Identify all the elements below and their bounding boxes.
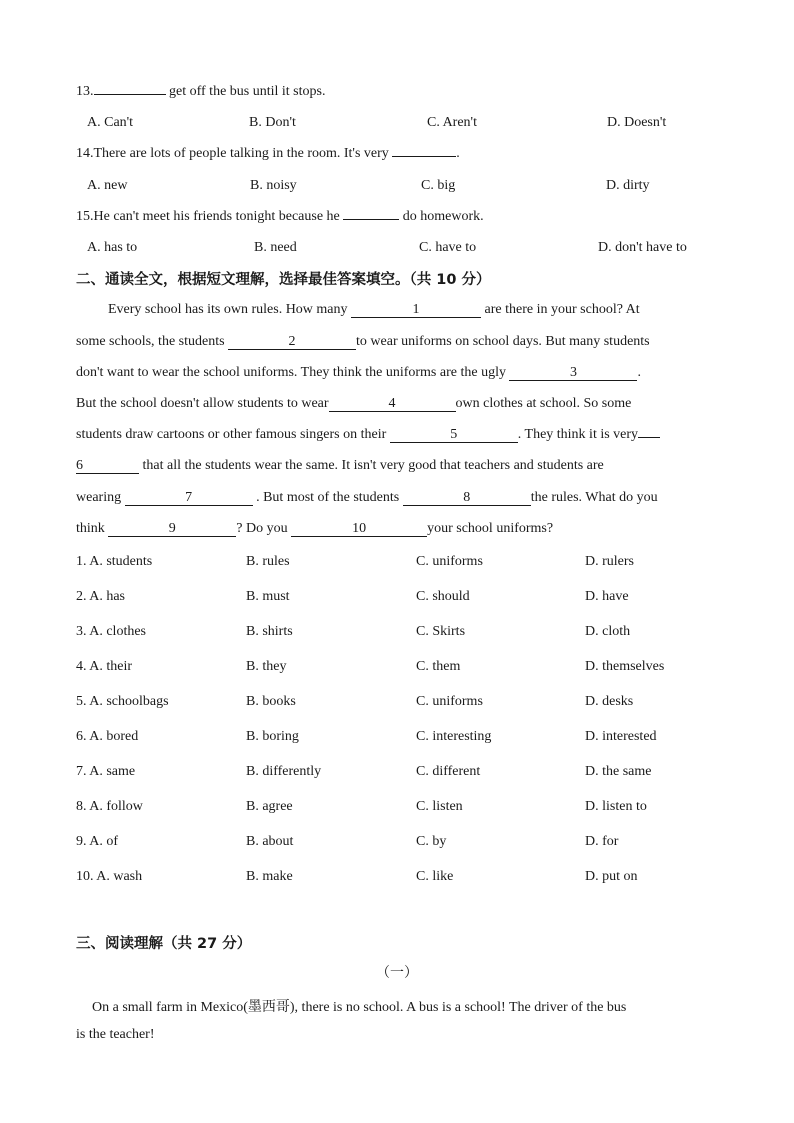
cloze-q7-option-d[interactable]: D. the same — [585, 764, 652, 779]
cloze-q4-option-c[interactable]: C. them — [416, 659, 461, 674]
cloze-q1-option-c[interactable]: C. uniforms — [416, 554, 483, 569]
option-d[interactable]: D. dirty — [606, 178, 650, 193]
question-text: 14.There are lots of people talking in the room. It's very — [76, 146, 393, 161]
cloze-q5-option-d[interactable]: D. desks — [585, 694, 634, 709]
cloze-q1-option-a[interactable]: 1. A. students — [76, 554, 153, 569]
question-text: get off the bus until it stops. — [165, 84, 326, 99]
option-c[interactable]: C. Aren't — [427, 115, 477, 130]
cloze-q2-option-c[interactable]: C. should — [416, 589, 470, 604]
cloze-q3-option-b[interactable]: B. shirts — [246, 624, 293, 639]
passage-line-2 — [76, 334, 726, 350]
option-b[interactable]: B. noisy — [250, 178, 297, 193]
question-end: . — [456, 146, 460, 161]
cloze-q5-option-a[interactable]: 5. A. schoolbags — [76, 694, 169, 709]
cloze-q7-option-b[interactable]: B. differently — [246, 764, 322, 779]
answer-blank[interactable] — [343, 219, 399, 220]
reading-passage-line-2: is the teacher! — [76, 1027, 155, 1042]
section-heading: 二、通读全文，根据短文理解，选择最佳答案填空。（共 10 分） — [76, 272, 491, 288]
cloze-q9-option-d[interactable]: D. for — [585, 834, 619, 849]
cloze-q2-option-a[interactable]: 2. A. has — [76, 589, 125, 604]
cloze-q5-option-c[interactable]: C. uniforms — [416, 694, 483, 709]
question-number: 13. — [76, 84, 94, 99]
answer-blank[interactable] — [94, 94, 166, 95]
reading-passage-line-1: On a small farm in Mexico(墨西哥), there is no school. A bus is a school! The driver of the bus — [92, 1000, 627, 1015]
cloze-q7-option-c[interactable]: C. different — [416, 764, 481, 779]
cloze-q6-option-d[interactable]: D. interested — [585, 729, 657, 744]
cloze-blank-2[interactable]: 2 — [228, 335, 356, 350]
cloze-q8-option-d[interactable]: D. listen to — [585, 799, 647, 814]
option-a[interactable]: A. Can't — [87, 115, 134, 130]
section-heading: 三、阅读理解（共 27 分） — [76, 936, 252, 952]
cloze-q6-option-a[interactable]: 6. A. bored — [76, 729, 139, 744]
passage-line-3 — [76, 365, 726, 381]
option-b[interactable]: B. Don't — [249, 115, 296, 130]
passage-line-1 — [108, 302, 758, 318]
cloze-q4-option-b[interactable]: B. they — [246, 659, 287, 674]
cloze-q3-option-a[interactable]: 3. A. clothes — [76, 624, 146, 639]
question-13 — [76, 84, 325, 100]
cloze-q1-option-d[interactable]: D. rulers — [585, 554, 634, 569]
passage-text: to wear uniforms on school days. But many students — [356, 334, 650, 349]
cloze-q6-option-b[interactable]: B. boring — [246, 729, 299, 744]
option-a[interactable]: A. new — [87, 178, 128, 193]
cloze-q10-option-a[interactable]: 10. A. wash — [76, 869, 143, 884]
passage-line-6 — [76, 458, 726, 474]
passage-text: own clothes at school. So some — [455, 396, 632, 411]
cloze-q4-option-d[interactable]: D. themselves — [585, 659, 665, 674]
cloze-q2-option-d[interactable]: D. have — [585, 589, 629, 604]
passage-line-7 — [76, 490, 726, 506]
subsection-number: （一） — [376, 966, 418, 981]
passage-text: students draw cartoons or other famous singers on their — [76, 427, 390, 442]
passage-text: ? Do you — [236, 521, 292, 536]
option-a[interactable]: A. has to — [87, 240, 138, 255]
question-15 — [76, 209, 484, 225]
passage-text: don't want to wear the school uniforms. They think the uniforms are the ugly — [76, 365, 510, 380]
answer-blank[interactable] — [392, 156, 456, 157]
cloze-q8-option-c[interactable]: C. listen — [416, 799, 463, 814]
passage-text: are there in your school? At — [481, 302, 640, 317]
question-text: 15.He can't meet his friends tonight because he — [76, 209, 344, 224]
option-d[interactable]: D. don't have to — [598, 240, 687, 255]
passage-text: But the school doesn't allow students to wear — [76, 396, 329, 411]
option-c[interactable]: C. have to — [419, 240, 477, 255]
cloze-q7-option-a[interactable]: 7. A. same — [76, 764, 136, 779]
cloze-q9-option-a[interactable]: 9. A. of — [76, 834, 118, 849]
cloze-blank-9[interactable]: 9 — [108, 522, 236, 537]
cloze-blank-1[interactable]: 1 — [351, 303, 481, 318]
option-b[interactable]: B. need — [254, 240, 297, 255]
cloze-q9-option-c[interactable]: C. by — [416, 834, 447, 849]
cloze-q5-option-b[interactable]: B. books — [246, 694, 296, 709]
cloze-blank-8[interactable]: 8 — [403, 491, 531, 506]
option-d[interactable]: D. Doesn't — [607, 115, 667, 130]
cloze-blank-5[interactable]: 5 — [390, 428, 518, 443]
cloze-q9-option-b[interactable]: B. about — [246, 834, 294, 849]
passage-text: that all the students wear the same. It isn't very good that teachers and students are — [139, 458, 604, 473]
cloze-blank-6-start — [638, 437, 660, 438]
cloze-blank-6[interactable]: 6 — [76, 459, 139, 474]
cloze-q8-option-a[interactable]: 8. A. follow — [76, 799, 143, 814]
cloze-q3-option-d[interactable]: D. cloth — [585, 624, 631, 639]
question-14 — [76, 146, 460, 162]
question-end: do homework. — [399, 209, 484, 224]
passage-text: wearing — [76, 490, 125, 505]
cloze-q6-option-c[interactable]: C. interesting — [416, 729, 492, 744]
option-c[interactable]: C. big — [421, 178, 456, 193]
cloze-blank-4[interactable]: 4 — [329, 397, 456, 412]
passage-text: . — [637, 365, 641, 380]
passage-line-4 — [76, 396, 726, 412]
cloze-q10-option-b[interactable]: B. make — [246, 869, 293, 884]
passage-text: . But most of the students — [252, 490, 403, 505]
passage-line-5 — [76, 427, 726, 443]
passage-text: think — [76, 521, 109, 536]
passage-text: some schools, the students — [76, 334, 229, 349]
passage-text: your school uniforms? — [427, 521, 554, 536]
passage-text: Every school has its own rules. How many — [108, 302, 352, 317]
cloze-q2-option-b[interactable]: B. must — [246, 589, 290, 604]
cloze-blank-3[interactable]: 3 — [509, 366, 637, 381]
cloze-q10-option-c[interactable]: C. like — [416, 869, 454, 884]
cloze-q4-option-a[interactable]: 4. A. their — [76, 659, 132, 674]
cloze-q1-option-b[interactable]: B. rules — [246, 554, 290, 569]
passage-line-8 — [76, 521, 726, 537]
cloze-blank-10[interactable]: 10 — [291, 522, 427, 537]
passage-text: . They think it is very — [517, 427, 639, 442]
passage-text: the rules. What do you — [530, 490, 658, 505]
cloze-q3-option-c[interactable]: C. Skirts — [416, 624, 466, 639]
cloze-blank-7[interactable]: 7 — [125, 491, 253, 506]
cloze-q8-option-b[interactable]: B. agree — [246, 799, 293, 814]
cloze-q10-option-d[interactable]: D. put on — [585, 869, 638, 884]
